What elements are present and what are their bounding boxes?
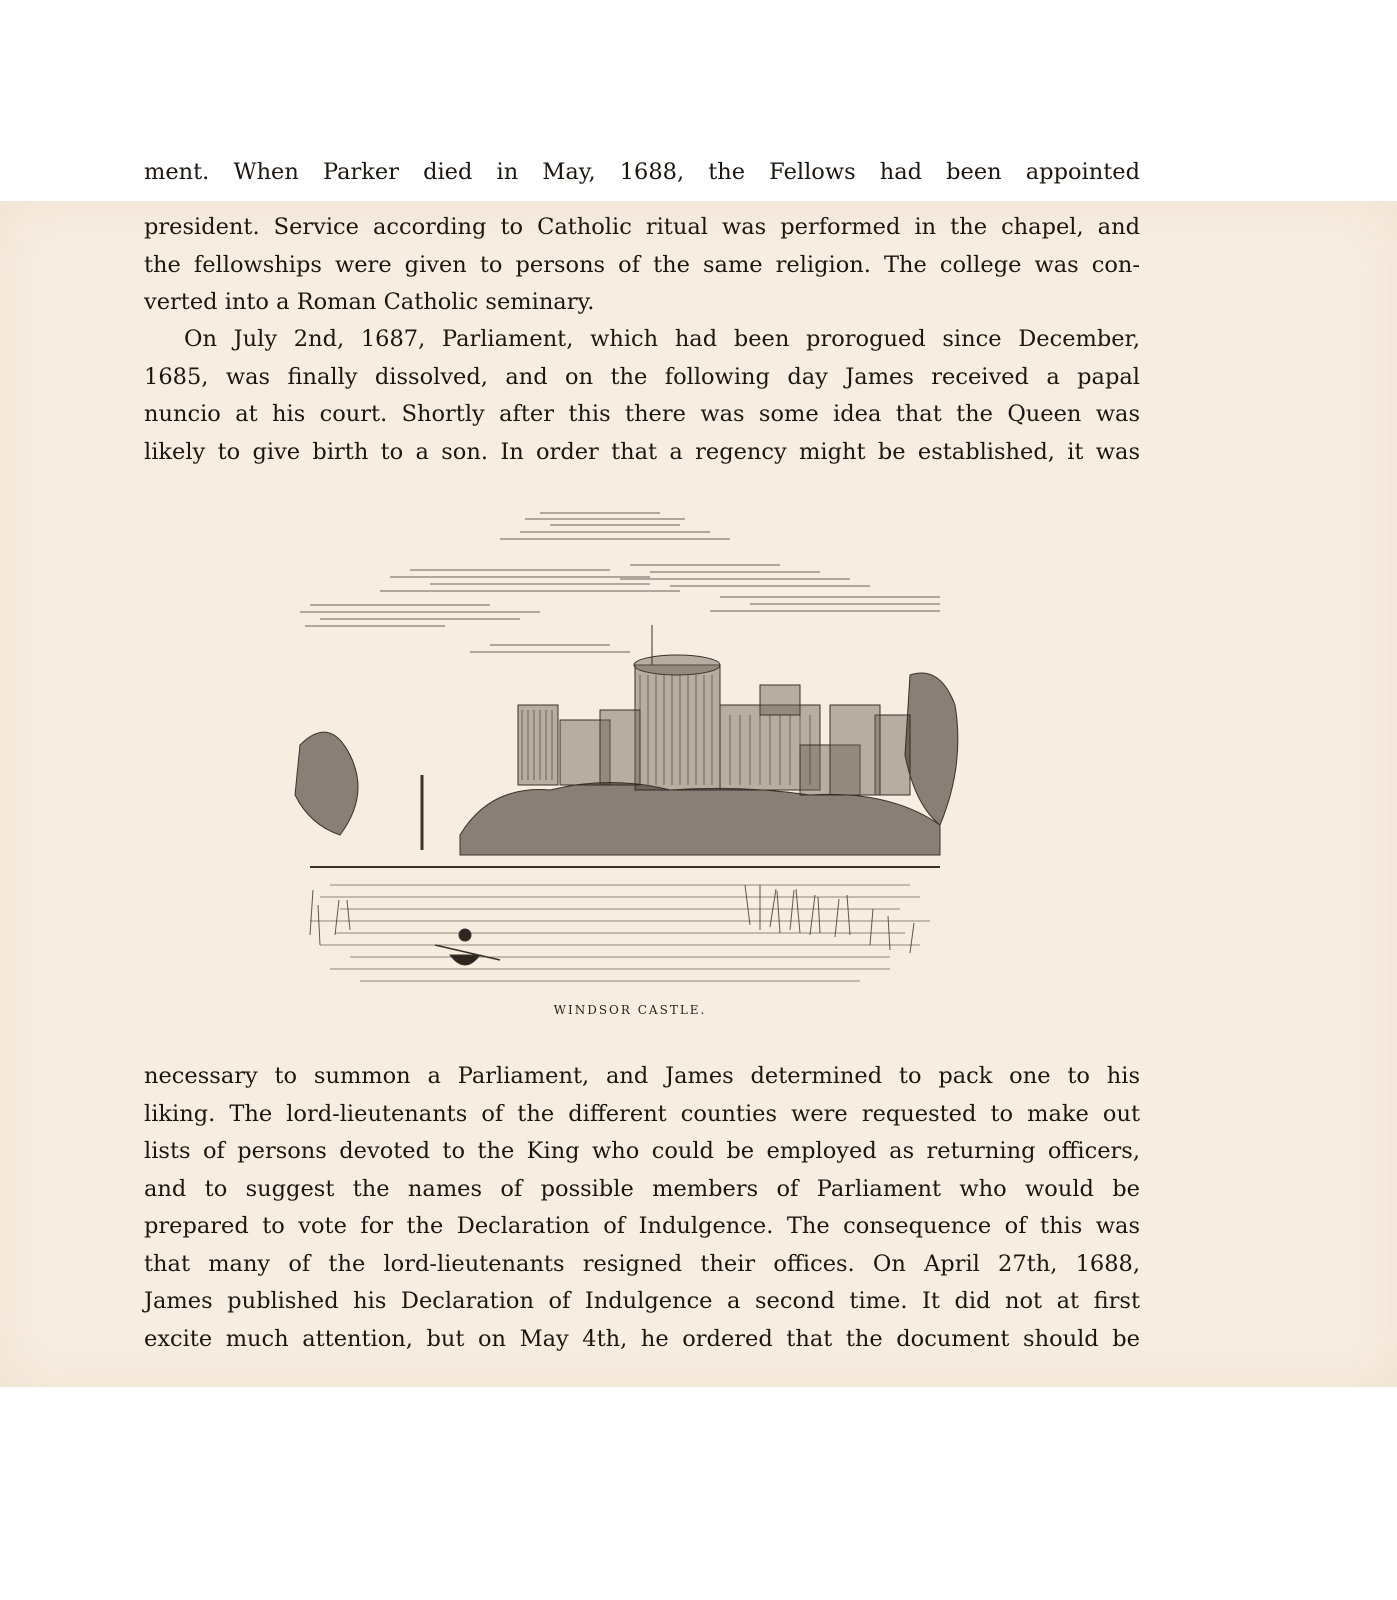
text-line: and to suggest the names of possible members of Parliament who would be — [144, 1175, 1140, 1202]
cut-off-top-line — [144, 159, 1140, 202]
paragraph-parliament-dissolved — [144, 321, 1140, 471]
text-line: ment. When Parker died in May, 1688, the Fellows had been appointed — [144, 159, 1140, 185]
text-line: necessary to summon a Parliament, and James determined to pack one to his — [144, 1063, 1140, 1089]
text-line: prepared to vote for the Declaration of Indulgence. The consequence of this was — [144, 1213, 1140, 1239]
castle — [518, 625, 910, 795]
text-line: the fellowships were given to persons of the same religion. The college was con- — [144, 251, 1140, 278]
text-line: likely to give birth to a son. In order that a regency might be established, it was — [144, 438, 1140, 465]
paragraph-president — [144, 209, 1140, 322]
text-line: 1685, was finally dissolved, and on the following day James received a papal — [144, 363, 1140, 390]
paragraph-summon-parliament — [144, 1058, 1140, 1358]
windsor-castle-engraving — [290, 505, 970, 995]
text-line: lists of persons devoted to the King who could be employed as returning officers, — [144, 1138, 1140, 1164]
river — [310, 885, 930, 981]
text-line: liking. The lord-lieutenants of the different counties were requested to make out — [144, 1100, 1140, 1127]
text-line: verted into a Roman Catholic seminary. — [144, 289, 595, 315]
text-line: James published his Declaration of Indulgence a second time. It did not at first — [144, 1288, 1140, 1314]
text-line: excite much attention, but on May 4th, he ordered that the document should be — [144, 1325, 1140, 1352]
text-line: nuncio at his court. Shortly after this there was some idea that the Queen was — [144, 401, 1140, 427]
text-line: president. Service according to Catholic ritual was performed in the chapel, and — [144, 214, 1140, 240]
text-line: On July 2nd, 1687, Parliament, which had been prorogued since December, — [184, 326, 1140, 352]
rowboat — [435, 929, 500, 965]
reeds — [310, 885, 914, 953]
text-line: that many of the lord-lieutenants resigned their offices. On April 27th, 1688, — [144, 1250, 1140, 1277]
figure-caption: WINDSOR CASTLE. — [553, 1003, 707, 1017]
clouds — [300, 513, 940, 652]
